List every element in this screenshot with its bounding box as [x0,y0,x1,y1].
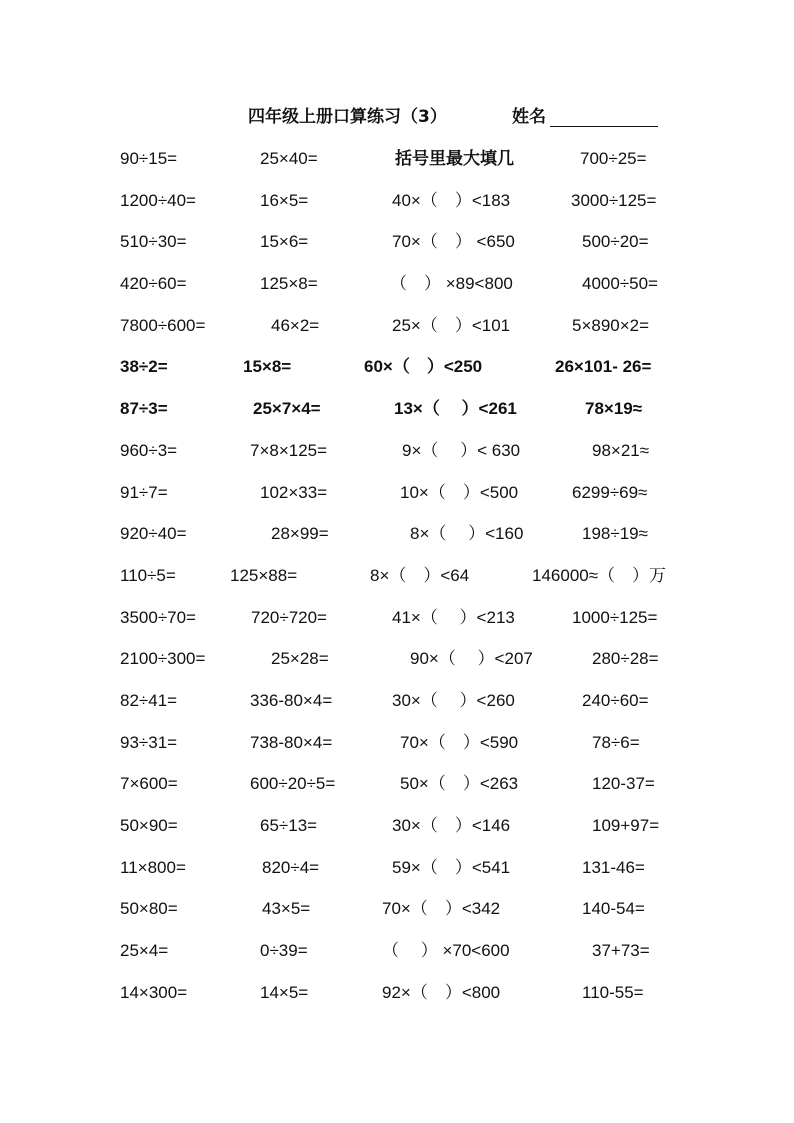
problem: 25×4= [120,941,169,961]
problem: 7×8×125= [250,440,328,460]
problem: 109+97= [592,816,660,835]
problem: 600÷20÷5= [250,774,336,794]
problem: 120-37= [592,774,655,794]
problem: 8×（ ）<160 [410,524,524,544]
problem: 720÷720= [251,607,327,627]
problem-row [0,605,794,647]
problem: 41×（ ）<213 [392,607,515,627]
problem: 46×2= [271,315,320,335]
problem: 4000÷50= [582,274,658,294]
problem: 102×33= [260,482,328,502]
problem: 59×（ ）<541 [392,857,511,877]
problem-row [0,480,794,522]
problem: 98×21≈ [592,440,650,460]
problem: 3500÷70= [120,607,196,627]
problem: 1000÷125= [572,607,658,627]
problem-row [0,563,794,605]
problem: 14×5= [260,982,309,1002]
problem: 500÷20= [582,232,649,252]
problem: 37+73= [592,941,650,961]
name-label: 姓名 [512,107,546,127]
problem: 50×（ ）<263 [400,774,519,794]
problem-row [0,271,794,313]
problem: 78÷6= [592,732,640,752]
name-blank-line [550,126,658,127]
problem-row [0,438,794,480]
problem: 70×（ ）<342 [382,899,501,919]
problem: 198÷19≈ [582,524,648,544]
problem-row [0,771,794,813]
problem: 16×5= [260,190,309,210]
problem: 7×600= [120,774,178,794]
problem: 65÷13= [260,816,318,835]
problem-row [0,313,794,355]
problem: 25×28= [271,649,329,669]
problem: 25×7×4= [253,399,321,419]
problem: （ ） ×70<600 [382,941,510,961]
problem: 1200÷40= [120,190,196,210]
problem: 125×88= [230,565,298,585]
problem: 240÷60= [582,690,649,710]
problem: 0÷39= [260,941,308,961]
problem-row [0,896,794,938]
problem: 700÷25= [580,149,647,168]
problem: 336-80×4= [250,690,333,710]
problem: 920÷40= [120,524,187,544]
problem: 10×（ ）<500 [400,482,519,502]
problem: 8×（ ）<64 [370,565,470,585]
problem: 30×（ ）<146 [392,816,511,835]
problem: 6299÷69≈ [572,482,648,502]
problem: 92×（ ）<800 [382,982,501,1002]
problem: 28×99= [271,524,329,544]
problem-row [0,980,794,1022]
problem: 3000÷125= [571,190,657,210]
problem: 25×40= [260,149,318,168]
problem: 2100÷300= [120,649,206,669]
problem: 146000≈（ ）万 [532,565,667,585]
problem: 125×8= [260,274,318,294]
problem: 60×（ ）<250 [364,357,483,377]
problem-row [0,688,794,730]
problem-row [0,521,794,563]
problem: 5×890×2= [572,315,650,335]
worksheet-header [0,104,794,134]
problem-row [0,229,794,271]
problem: 82÷41= [120,690,178,710]
problem: 43×5= [262,899,311,919]
problem: 110÷5= [120,565,176,585]
problem-row [0,813,794,855]
problem: 140-54= [582,899,645,919]
problem: 93÷31= [120,732,178,752]
problem: 30×（ ）<260 [392,690,515,710]
problem: 280÷28= [592,649,659,669]
problem: 14×300= [120,982,188,1002]
problem: 87÷3= [120,399,168,419]
problem: 7800÷600= [120,315,206,335]
problem: 420÷60= [120,274,187,294]
problem: 50×80= [120,899,178,919]
problem-row [0,396,794,438]
worksheet-title: 四年级上册口算练习（3） [248,107,447,127]
problem: 13×（ ）<261 [394,399,517,419]
problem: 11×800= [120,857,186,877]
problem-row [0,855,794,897]
problem: 9×（ ）< 630 [402,440,521,460]
problem: 820÷4= [262,857,320,877]
problem-row [0,188,794,230]
problem: 70×（ ）<590 [400,732,519,752]
problem: 50×90= [120,816,178,835]
problem: 91÷7= [120,482,168,502]
problem: 78×19≈ [585,399,643,419]
problem: 40×（ ）<183 [392,190,511,210]
problem: 90÷15= [120,149,178,168]
problem: 26×101- 26= [555,357,652,377]
problem: 90×（ ）<207 [410,649,533,669]
problem: 510÷30= [120,232,187,252]
problem: 38÷2= [120,357,168,377]
problem-grid [0,146,794,1021]
problem-row [0,146,794,188]
problem: 110-55= [582,982,644,1002]
problem: （ ） ×89<800 [390,274,513,294]
problem: 70×（ ） <650 [392,232,515,252]
problem-row [0,354,794,396]
problem: 15×8= [243,357,292,377]
problem: 25×（ ）<101 [392,315,511,335]
problem: 131-46= [582,857,645,877]
problem: 960÷3= [120,440,178,460]
problem: 15×6= [260,232,309,252]
problem: 738-80×4= [250,732,333,752]
problem-row [0,730,794,772]
problem-row [0,938,794,980]
problem-row [0,646,794,688]
section-heading: 括号里最大填几 [395,149,514,169]
